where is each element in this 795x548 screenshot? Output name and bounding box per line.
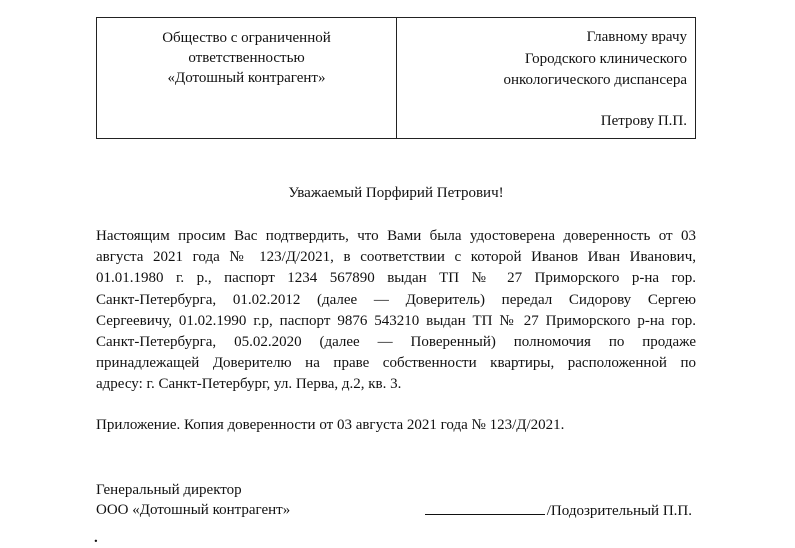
body-line: Санкт-Петербурга, 01.02.2012 (далее — Доверитель) передал Сидорову Сергею xyxy=(96,291,696,308)
signature-line xyxy=(425,500,545,515)
letter-body xyxy=(96,226,696,396)
signer-position: Генеральный директор xyxy=(96,482,242,498)
signer-name: /Подозрительный П.П. xyxy=(546,503,692,519)
signature-block xyxy=(96,480,696,520)
body-line: Сергеевичу, 01.02.1990 г.р, паспорт 9876 543210 выдан ТП № 27 Приморского р-на гор. xyxy=(96,312,696,329)
recipient-line-2: Городского клинического xyxy=(524,50,687,67)
recipient-line-4: Петрову П.П. xyxy=(600,112,687,129)
sender-cell xyxy=(97,18,397,138)
signer-company: ООО «Дотошный контрагент» xyxy=(96,502,291,518)
trailing-mark: . xyxy=(94,530,98,546)
signature-area xyxy=(425,500,692,521)
body-line: 01.01.1980 г. р., паспорт 1234 567890 выдан ТП № 27 Приморского р-на гор. xyxy=(96,270,696,287)
sender-line-1: Общество с ограниченной xyxy=(162,30,331,46)
sender-line-3: «Дотошный контрагент» xyxy=(167,70,326,86)
recipient-line-1: Главному врачу xyxy=(586,29,687,45)
sender-line-2: ответственностью xyxy=(188,50,305,66)
body-line: Санкт-Петербурга, 05.02.2020 (далее — Поверенный) полномочия по продаже xyxy=(96,334,696,351)
recipient-line-3: онкологического диспансера xyxy=(503,72,687,88)
body-line: адресу: г. Санкт-Петербург, ул. Перва, д.2, кв. 3. xyxy=(96,376,402,393)
header-table xyxy=(96,17,696,139)
recipient-cell xyxy=(397,18,695,138)
body-line: августа 2021 года № 123/Д/2021, в соответствии с которой Иванов Иван Иванович, xyxy=(96,249,696,266)
signature-row xyxy=(96,500,696,520)
recipient-spacer xyxy=(397,92,687,111)
attachment-note: Приложение. Копия доверенности от 03 августа 2021 года № 123/Д/2021. xyxy=(96,417,565,433)
greeting: Уважаемый Порфирий Петрович! xyxy=(288,185,504,201)
body-line: принадлежащей Доверителю на праве собственности квартиры, расположенной по xyxy=(96,355,696,372)
body-line: Настоящим просим Вас подтвердить, что Вами была удостоверена доверенность от 03 xyxy=(96,228,696,244)
